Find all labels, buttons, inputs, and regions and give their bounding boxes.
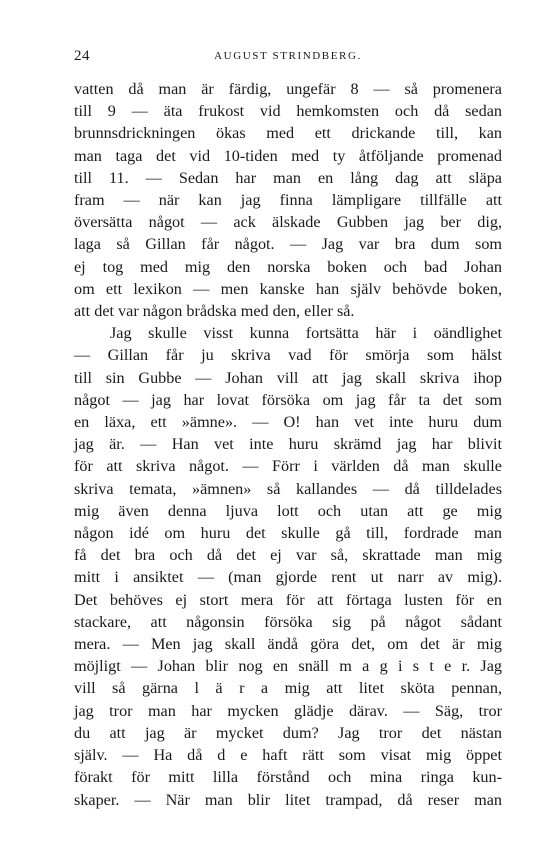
text-line: — Gillan får ju skriva vad för smörja som hälst [74,346,502,365]
text-line: skriva temata, »ämnen» så kallandes — då tilldelades [74,479,502,498]
text-line: en läxa, ett »ämne». — O! han vet inte huru dum [74,413,502,432]
text-line: till 9 — äta frukost vid hemkomsten och då sedan [74,102,502,121]
text-line: skaper. — När man blir litet trampad, då reser man [74,790,502,809]
text-line: jag tror man har mycken glädje därav. — Säg, tror [74,701,502,720]
text-line: till 11. — Sedan har man en lång dag att släpa [74,168,502,187]
text-line: du att jag är mycket dum? Jag tror det nästan [74,723,502,742]
text-line: mitt i ansiktet — (man gjorde rent ut narr av mig). [74,568,502,587]
text-line: någon idé om huru det skulle gå till, fordrade man [74,524,502,543]
body-text [74,78,502,811]
text-line: Jag skulle visst kunna fortsätta här i oändlighet [110,324,502,343]
text-line: något — jag har lovat försöka om jag får ta det som [74,390,502,409]
text-line: mera. — Men jag skall ändå göra det, om det är mig [74,635,502,654]
text-line: till sin Gubbe — Johan vill att jag skall skriva ihop [74,368,502,387]
text-line: själv. — Ha då d e haft rätt som visat mig öppet [74,746,502,765]
text-line: Det behöves ej stort mera för att förtaga lusten för en [74,590,502,609]
text-line: brunnsdrickningen ökas med ett drickande till, kan [74,124,502,143]
page-header [74,48,502,68]
text-line: stackare, att någonsin försöka sig på något sådant [74,612,502,631]
text-line: förakt för mitt lilla förstånd och mina ringa kun- [74,768,502,787]
text-line: få det bra och då det ej var så, skrattade man mig [74,546,502,565]
text-line: ej tog med mig den norska boken och bad Johan [74,257,502,276]
text-line: möjligt — Johan blir nog en snäll m a g i s t e r. Jag [74,657,502,676]
text-line: för att skriva något. — Förr i världen då man skulle [74,457,502,476]
text-line: fram — när kan jag finna lämpligare tillfälle att [74,191,502,210]
running-title: AUGUST STRINDBERG. [214,50,362,62]
text-line: vill så gärna l ä r a mig att litet sköta pennan, [74,679,502,698]
page-number: 24 [74,48,90,64]
text-line: mig även denna ljuva lott och utan att ge mig [74,501,502,520]
text-line: att det var någon brådska med den, eller så. [74,302,355,321]
text-line: vatten då man är färdig, ungefär 8 — så promenera [74,80,502,98]
paragraph [74,78,502,322]
text-line: man taga det vid 10-tiden med ty åtföljande promenad [74,146,502,165]
text-line: jag är. — Han vet inte huru skrämd jag har blivit [74,435,502,454]
paragraph [74,322,502,810]
text-line: laga så Gillan får något. — Jag var bra dum som [74,235,502,254]
text-line: översätta något — ack älskade Gubben jag ber dig, [74,213,502,232]
text-line: om ett lexikon — men kanske han själv behövde boken, [74,279,502,298]
